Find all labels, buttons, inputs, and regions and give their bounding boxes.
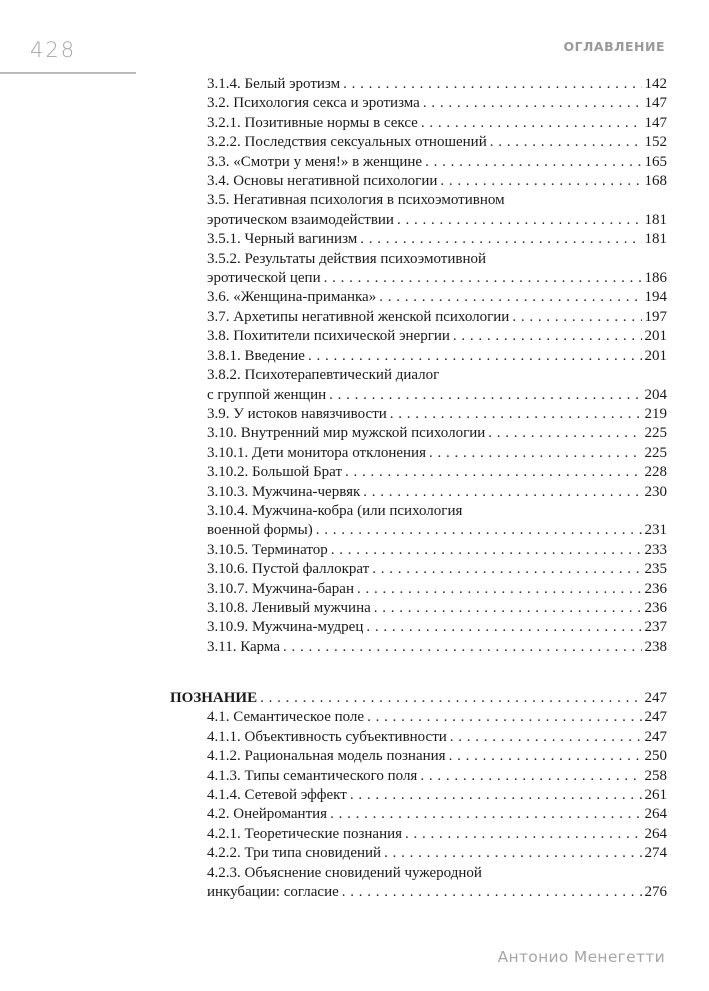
dot-leader — [379, 288, 641, 307]
dot-leader — [374, 599, 642, 618]
toc-entry-title: 3.10.4. Мужчина-кобра (или психология — [207, 502, 463, 519]
toc-entry-line — [207, 172, 667, 191]
toc-entry — [207, 172, 667, 191]
toc-entry-title: 3.7. Архетипы негативной женской психологии — [207, 308, 510, 325]
dot-leader — [423, 94, 642, 113]
toc-entry-line — [207, 211, 667, 230]
toc-list-part1 — [207, 75, 667, 657]
toc-entry-title: 3.2.2. Последствия сексуальных отношений — [207, 134, 487, 151]
toc-entry-line — [207, 424, 667, 443]
toc-entry-line — [207, 250, 667, 269]
dot-leader — [343, 75, 641, 94]
toc-page-number: 181 — [644, 231, 667, 248]
page-number: 428 — [30, 38, 77, 62]
toc-page-number: 236 — [644, 599, 667, 616]
toc-entry — [207, 366, 667, 405]
toc-entry-title: 3.10.8. Ленивый мужчина — [207, 599, 371, 616]
toc-entry — [207, 864, 667, 903]
dot-leader — [397, 211, 642, 230]
toc-entry — [207, 638, 667, 657]
toc-entry-title: 4.2.1. Теоретические познания — [207, 825, 403, 842]
toc-entry-line — [207, 405, 667, 424]
toc-entry-title: 4.1.1. Объективность субъективности — [207, 728, 447, 745]
toc-entry-line — [207, 75, 667, 94]
dot-leader — [449, 747, 642, 766]
toc-entry-line — [207, 366, 667, 385]
toc-page-number: 201 — [644, 347, 667, 364]
toc-page-number: 237 — [644, 619, 667, 636]
dot-leader — [372, 560, 641, 579]
dot-leader — [405, 825, 641, 844]
footer-author: Антонио Менегетти — [497, 948, 665, 966]
toc-entry — [207, 560, 667, 579]
toc-entry-title: 3.8.2. Психотерапевтический диалог — [207, 367, 440, 384]
toc-entry-title: 3.10.2. Большой Брат — [207, 464, 343, 481]
toc-entry-title: с группой женщин — [207, 386, 327, 403]
toc-page-number: 194 — [644, 289, 667, 306]
toc-entry-line — [207, 708, 667, 727]
toc-entry-title: 3.2. Психология секса и эротизма — [207, 95, 420, 112]
toc-entry-line — [207, 599, 667, 618]
toc-page-number: 197 — [644, 308, 667, 325]
toc-entry-title: 3.4. Основы негативной психологии — [207, 173, 438, 190]
dot-leader — [440, 172, 641, 191]
toc-page-number: 230 — [644, 483, 667, 500]
toc-entry-title: 4.1.4. Сетевой эффект — [207, 787, 347, 804]
toc-entry — [207, 483, 667, 502]
toc-entry-line — [207, 805, 667, 824]
toc-page-number: 238 — [644, 638, 667, 655]
toc-entry-line — [207, 844, 667, 863]
toc-page-number: 204 — [644, 386, 667, 403]
toc-page-number: 219 — [644, 405, 667, 422]
toc-entry — [207, 250, 667, 289]
toc-entry-line — [207, 521, 667, 540]
toc-page-number: 152 — [644, 134, 667, 151]
toc-entry-title: 4.2.2. Три типа сновидений — [207, 845, 382, 862]
toc-page-number: 264 — [644, 825, 667, 842]
toc-entry-title: 3.2.1. Позитивные нормы в сексе — [207, 114, 418, 131]
toc-entry-title: 3.5.2. Результаты действия психоэмотивной — [207, 250, 487, 267]
toc-entry-line — [207, 444, 667, 463]
dot-leader — [330, 805, 641, 824]
toc-entry — [207, 805, 667, 824]
header-rule — [0, 72, 136, 74]
toc-entry — [207, 618, 667, 637]
toc-entry-title: 3.8. Похитители психической энергии — [207, 328, 450, 345]
toc-entry-title: 3.1.4. Белый эротизм — [207, 76, 341, 92]
toc-entry-line — [207, 347, 667, 366]
toc-page-number: 250 — [644, 748, 667, 765]
dot-leader — [360, 230, 641, 249]
toc-page-number: 247 — [644, 690, 667, 706]
toc-entry-line — [207, 133, 667, 152]
toc-page-number: 225 — [644, 425, 667, 442]
toc-entry-title: 3.10.7. Мужчина-баран — [207, 580, 354, 597]
dot-leader — [429, 444, 642, 463]
toc-entry-title: 4.1.2. Рациональная модель познания — [207, 748, 446, 765]
toc-page-number: 147 — [644, 114, 667, 131]
toc-entry-line — [207, 269, 667, 288]
dot-leader — [421, 114, 642, 133]
toc-entry — [207, 327, 667, 346]
dot-leader — [488, 424, 641, 443]
dot-leader — [366, 618, 641, 637]
toc-page-number: 264 — [644, 806, 667, 823]
toc-entry-title: 3.6. «Женщина-приманка» — [207, 289, 377, 306]
toc-entry-title: инкубации: согласие — [207, 884, 339, 901]
toc-entry-title: 4.1.3. Типы семантического поля — [207, 767, 418, 784]
toc-entry — [207, 541, 667, 560]
toc-entry-line — [207, 191, 667, 210]
toc-entry-line — [207, 94, 667, 113]
toc-entry-line — [170, 689, 667, 708]
toc-entry-title: 3.3. «Смотри у меня!» в женщине — [207, 153, 423, 170]
dot-leader — [512, 308, 641, 327]
toc-entry — [207, 347, 667, 366]
toc-entry-line — [207, 502, 667, 521]
toc-entry-title: эротическом взаимодействии — [207, 211, 394, 228]
toc-page-number: 231 — [644, 522, 667, 539]
toc-entry — [207, 424, 667, 443]
toc-page-number: 247 — [644, 709, 667, 726]
dot-leader — [316, 521, 642, 540]
dot-leader — [331, 541, 642, 560]
toc-page-number: 235 — [644, 561, 667, 578]
toc-entry-title: 3.9. У истоков навязчивости — [207, 405, 387, 422]
toc-entry-line — [207, 288, 667, 307]
toc-entry — [207, 580, 667, 599]
toc-page-number: 225 — [644, 444, 667, 461]
toc-entry-line — [207, 114, 667, 133]
toc-page-number: 147 — [644, 95, 667, 112]
dot-leader — [425, 153, 641, 172]
toc-entry — [207, 463, 667, 482]
toc-entry-title: ПОЗНАНИЕ — [170, 690, 258, 706]
toc-entry-title: 3.10.5. Терминатор — [207, 541, 328, 558]
toc-entry — [207, 230, 667, 249]
dot-leader — [324, 269, 642, 288]
toc-entry — [207, 708, 667, 727]
toc-entry-title: 4.2.3. Объяснение сновидений чужеродной — [207, 864, 482, 881]
toc-entry — [207, 502, 667, 541]
toc-entry-title: 3.10.6. Пустой фаллократ — [207, 561, 370, 578]
toc-section-heading — [170, 689, 667, 708]
toc-entry-title: 3.10.1. Дети монитора отклонения — [207, 444, 426, 461]
toc-entry-title: 3.5. Негативная психология в психоэмотивном — [207, 192, 505, 209]
dot-leader — [345, 463, 641, 482]
toc-entry-title: 3.10.3. Мужчина-червяк — [207, 483, 361, 500]
toc-entry-title: 3.11. Карма — [207, 638, 280, 655]
toc-entry — [207, 844, 667, 863]
dot-leader — [490, 133, 642, 152]
toc-entry-line — [207, 767, 667, 786]
toc-entry-line — [207, 560, 667, 579]
toc-entry-line — [207, 580, 667, 599]
toc-entry — [207, 728, 667, 747]
toc-page-number: 201 — [644, 328, 667, 345]
toc-entry — [207, 133, 667, 152]
toc-entry-line — [207, 728, 667, 747]
dot-leader — [308, 347, 642, 366]
toc-entry-title: военной формы) — [207, 522, 313, 539]
toc-entry — [207, 825, 667, 844]
toc-entry-title: 3.10. Внутренний мир мужской психологии — [207, 425, 486, 442]
toc-entry-title: эротической цепи — [207, 270, 321, 287]
toc-entry-line — [207, 153, 667, 172]
toc-entry — [207, 114, 667, 133]
toc-entry-line — [207, 618, 667, 637]
toc-entry-line — [207, 483, 667, 502]
dot-leader — [420, 767, 641, 786]
toc-entry-line — [207, 327, 667, 346]
toc-entry-title: 4.1. Семантическое поле — [207, 709, 365, 726]
toc-entry — [207, 308, 667, 327]
toc-entry-title: 3.10.9. Мужчина-мудрец — [207, 619, 364, 636]
toc-entry-line — [207, 638, 667, 657]
toc-entry-line — [207, 386, 667, 405]
toc-page-number: 168 — [644, 173, 667, 190]
toc-entry-line — [207, 864, 667, 883]
toc-entry-line — [207, 825, 667, 844]
toc-entry-line — [207, 230, 667, 249]
dot-leader — [384, 844, 641, 863]
toc-entry-line — [207, 747, 667, 766]
toc-page-number: 276 — [644, 884, 667, 901]
dot-leader — [283, 638, 642, 657]
dot-leader — [453, 327, 642, 346]
toc-entry — [207, 153, 667, 172]
toc-page-number: 142 — [644, 76, 667, 92]
toc-page-number: 258 — [644, 767, 667, 784]
toc-entry — [207, 786, 667, 805]
toc-entry — [207, 747, 667, 766]
toc-page-number: 233 — [644, 541, 667, 558]
dot-leader — [350, 786, 642, 805]
toc-page-number: 261 — [644, 787, 667, 804]
toc-page-number: 181 — [644, 211, 667, 228]
toc-entry-title: 3.8.1. Введение — [207, 347, 305, 364]
toc-page-number: 228 — [644, 464, 667, 481]
toc-entry-line — [207, 463, 667, 482]
dot-leader — [357, 580, 642, 599]
dot-leader — [342, 883, 642, 902]
section-header: ОГЛАВЛЕНИЕ — [563, 39, 665, 54]
toc-entry-line — [207, 308, 667, 327]
dot-leader — [260, 689, 641, 708]
toc-page-number: 274 — [644, 845, 667, 862]
toc-entry — [207, 444, 667, 463]
toc-entry-line — [207, 883, 667, 902]
toc-entry — [207, 405, 667, 424]
dot-leader — [390, 405, 642, 424]
toc-entry-title: 3.5.1. Черный вагинизм — [207, 231, 358, 248]
toc-page-number: 186 — [644, 270, 667, 287]
toc-entry — [207, 767, 667, 786]
dot-leader — [450, 728, 642, 747]
dot-leader — [367, 708, 641, 727]
toc-page-number: 165 — [644, 153, 667, 170]
toc-entry — [207, 75, 667, 94]
toc-entry-line — [207, 786, 667, 805]
toc-entry — [207, 94, 667, 113]
toc-entry-line — [207, 541, 667, 560]
toc-list-part2 — [170, 689, 667, 902]
toc-page-number: 247 — [644, 728, 667, 745]
toc-entry — [207, 599, 667, 618]
toc-page-number: 236 — [644, 580, 667, 597]
toc-entry — [207, 288, 667, 307]
dot-leader — [329, 386, 641, 405]
toc-entry — [207, 191, 667, 230]
toc-entry-title: 4.2. Онейромантия — [207, 806, 328, 823]
dot-leader — [363, 483, 641, 502]
